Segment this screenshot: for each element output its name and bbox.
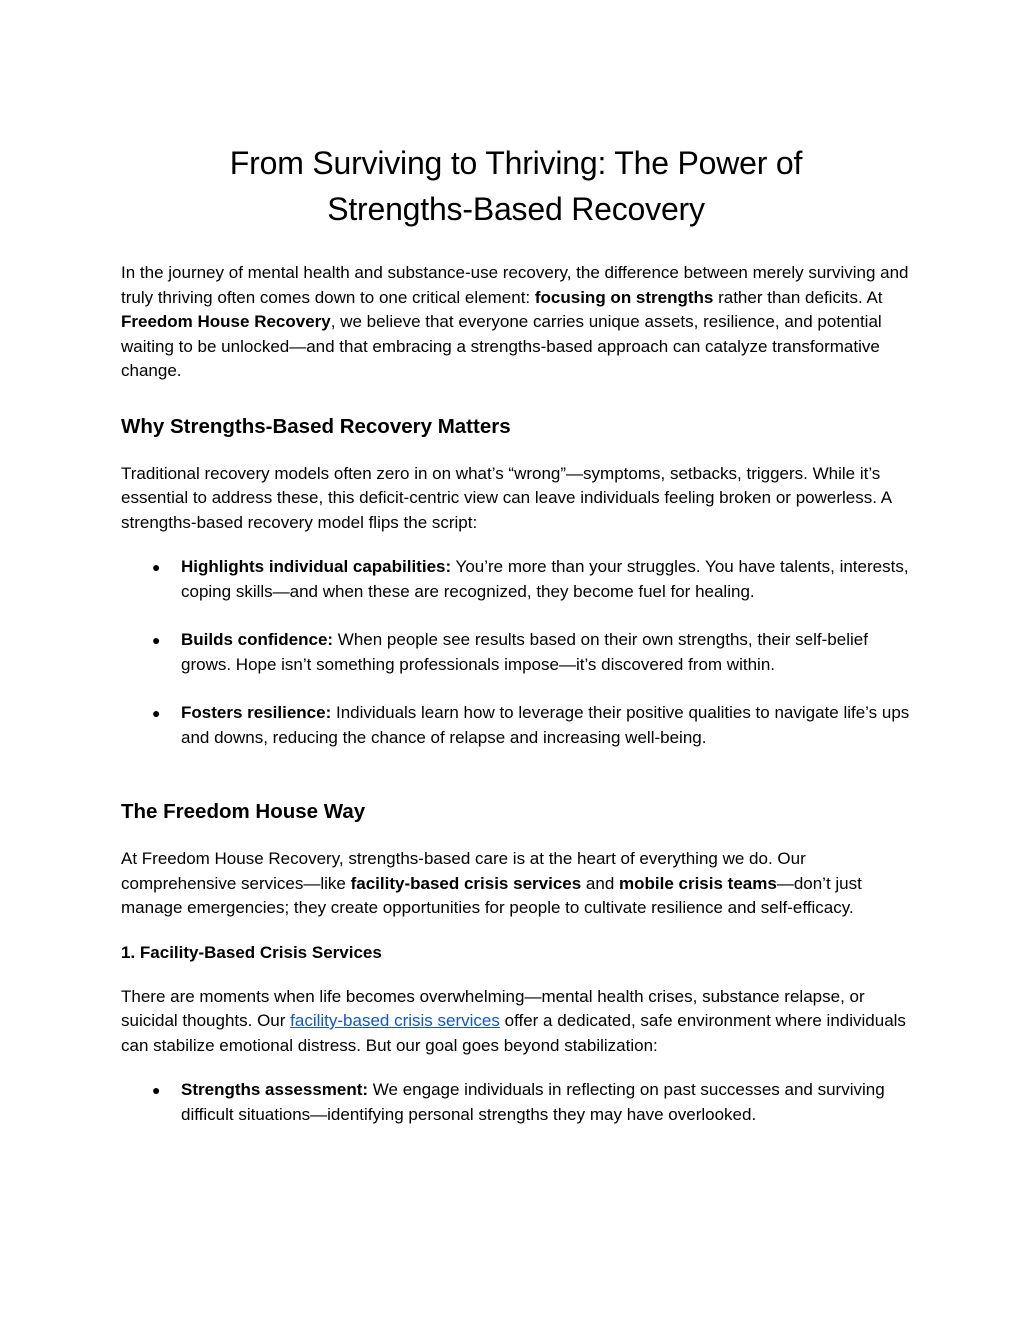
way-text-2: and (581, 873, 619, 893)
facility-text-2: offer a dedicated, safe environment where individuals can stabilize emotional distress. But our goal goes beyond stabilization: (121, 1011, 906, 1055)
way-text-3: —don’t just manage emergencies; they create opportunities for people to cultivate resilience and self‑efficacy. (121, 873, 862, 917)
list-item-label: Strengths assessment: (181, 1080, 369, 1099)
list-item-label: Fosters resilience: (181, 703, 332, 722)
list-item-text: We engage individuals in reflecting on past successes and surviving difficult situations—identifying personal strengths they may have overlooked. (181, 1080, 885, 1124)
document-page (121, 140, 911, 1127)
way-paragraph (121, 847, 911, 921)
list-item (121, 1078, 911, 1127)
list-item (121, 701, 911, 750)
way-heading: The Freedom House Way (121, 800, 366, 823)
facility-text-1: There are moments when life becomes overwhelming—mental health crises, substance relapse, or suicidal thoughts. Our (121, 986, 865, 1030)
title-line-2: Strengths-Based Recovery (327, 191, 705, 227)
way-bold-1: facility‑based crisis services (350, 873, 582, 893)
why-heading: Why Strengths-Based Recovery Matters (121, 414, 511, 438)
list-item-text: Individuals learn how to leverage their positive qualities to navigate life’s ups and downs, reducing the chance of relapse and increasing well‑being. (181, 703, 910, 747)
list-item-label: Builds confidence: (181, 630, 334, 649)
bullet-icon: ● (152, 705, 161, 721)
list-item (121, 555, 911, 604)
intro-text-3: , we believe that everyone carries unique assets, resilience, and potential waiting to be unlocked—and that embracing a strengths‑based approach can catalyze transformative change. (121, 312, 882, 380)
intro-text-2: rather than deficits. At (713, 287, 883, 307)
way-text-1: At Freedom House Recovery, strengths‑based care is at the heart of everything we do. Our comprehensive services—like (121, 849, 806, 893)
intro-text-1: In the journey of mental health and substance‑use recovery, the difference between merely surviving and truly thriving often comes down to one critical element: (121, 263, 909, 307)
why-bullet-list (121, 555, 911, 750)
facility-paragraph (121, 985, 911, 1059)
bullet-icon: ● (152, 559, 161, 575)
bullet-icon: ● (152, 1082, 161, 1098)
title-line-1: From Surviving to Thriving: The Power of (229, 145, 803, 181)
intro-bold-2: Freedom House Recovery (121, 312, 331, 331)
list-item-text: You’re more than your struggles. You have talents, interests, coping skills—and when these are recognized, they become fuel for healing. (181, 557, 909, 601)
intro-paragraph (121, 261, 911, 384)
list-item (121, 628, 911, 677)
facility-crisis-services-link[interactable]: facility‑based crisis services (290, 1011, 500, 1030)
intro-bold-1: focusing on strengths (534, 287, 714, 307)
facility-bullet-list (121, 1078, 911, 1127)
list-item-label: Highlights individual capabilities: (181, 557, 452, 576)
why-paragraph: Traditional recovery models often zero in on what’s “wrong”—symptoms, setbacks, triggers. While it’s essential to address these, this deficit‑centric view can leave individuals feeling broken or powerless. A strengths‑based recovery model flips the script: (121, 463, 892, 532)
bullet-icon: ● (152, 632, 161, 648)
page-title (121, 140, 911, 232)
way-bold-2: mobile crisis teams (619, 873, 777, 893)
facility-heading: 1. Facility-Based Crisis Services (121, 942, 382, 962)
list-item-text: When people see results based on their own strengths, their self‑belief grows. Hope isn’t something professionals impose—it’s discovered from within. (181, 630, 868, 674)
